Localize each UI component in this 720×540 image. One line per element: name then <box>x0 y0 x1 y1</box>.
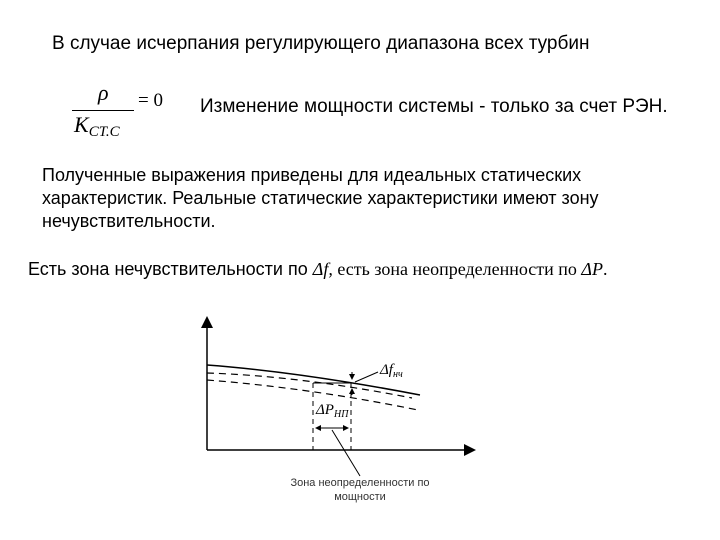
deadband-sym2: ΔP <box>581 259 603 279</box>
deadband-sym1: Δf, <box>312 259 333 279</box>
delta-p-label: $\Delta P_{НП}$ <box>316 402 349 420</box>
formula-numerator: ρ <box>98 80 109 105</box>
paragraph-line: нечувствительности. <box>42 211 216 231</box>
paragraph-line: характеристик. Реальные статические характеристики имеют зону <box>42 188 599 208</box>
deadband-part2: есть зона неопределенности по <box>332 259 582 279</box>
deadband-end: . <box>602 259 608 279</box>
delta-f-sub: нч <box>392 369 403 380</box>
deadband-part1: Есть зона нечувствительности по <box>28 259 313 279</box>
heading-text: В случае исчерпания регулирующего диапазона всех турбин <box>52 33 590 54</box>
formula-denominator-sub: CT.C <box>88 124 120 140</box>
paragraph-line: Полученные выражения приведены для идеальных статических <box>42 165 582 185</box>
formula-denominator-main: K <box>74 112 89 137</box>
delta-f-label: $\Delta f_{нч}$ <box>380 362 403 380</box>
caption-line1: Зона неопределенности по <box>290 477 430 489</box>
caption-pointer <box>332 430 360 476</box>
formula-equals: = 0 <box>138 90 163 111</box>
delta-f-leader <box>355 372 378 382</box>
caption-line2: мощности <box>334 491 386 503</box>
formula-note: Изменение мощности системы - только за счет РЭН. <box>200 96 668 117</box>
delta-p-sub: НП <box>333 409 349 420</box>
